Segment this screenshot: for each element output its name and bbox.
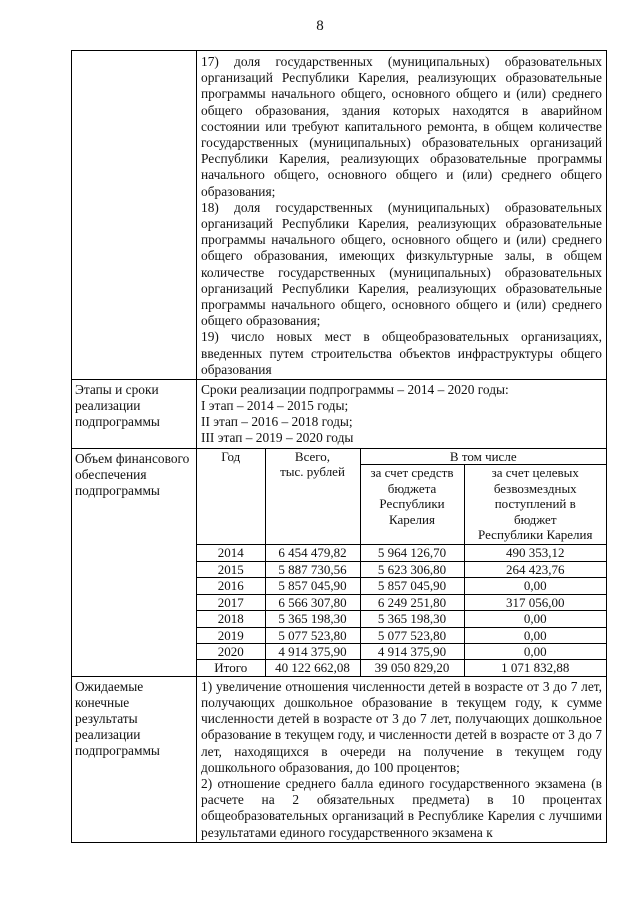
finance-header-row-1 [197,449,606,465]
finance-grants-cell: 264 423,76 [464,561,606,577]
finance-year-cell: 2017 [197,594,265,610]
finance-budget-cell: 5 964 126,70 [360,545,464,561]
finance-data-row [197,594,606,610]
indicator-17: 17) доля государственных (муниципальных) образовательных организаций Республики Карелия, реализующих образовательные программы начального общего, основного общего и (или) среднего общего образования, здания которых находятся в аварийном состоянии или требуют капитального ремонта, в общем количестве государственных (муниципальных) образовательных организаций Республики Карелия, реализующих образовательные программы начального общего, основного общего и (или) среднего общего образования; [201,54,602,199]
indicators-label-cell [72,51,197,380]
finance-total-cell: 5 077 523,80 [265,627,360,643]
finance-table [197,449,606,676]
finance-year-cell: 2018 [197,611,265,627]
finance-header-budget: за счет средств бюджета Республики Карелия [360,465,464,545]
finance-budget-cell: 5 077 523,80 [360,627,464,643]
finance-data-row [197,611,606,627]
stages-line-3: II этап – 2016 – 2018 годы; [201,414,353,430]
finance-grants-cell: 0,00 [464,578,606,594]
finance-year-cell: 2020 [197,643,265,659]
finance-grants-cell: 0,00 [464,611,606,627]
finance-total-row [197,660,606,676]
finance-header-year: Год [197,449,265,545]
finance-year-cell: Итого [197,660,265,676]
finance-budget-cell: 5 623 306,80 [360,561,464,577]
finance-grants-cell: 490 353,12 [464,545,606,561]
indicator-19: 19) число новых мест в общеобразовательных организациях, введенных путем строительства объектов инфраструктуры общего образования [201,329,602,377]
finance-budget-cell: 5 365 198,30 [360,611,464,627]
finance-data-row [197,561,606,577]
finance-data-row [197,578,606,594]
finance-grants-cell: 1 071 832,88 [464,660,606,676]
finance-label: Объем финансового обеспечения подпрограммы [72,449,197,677]
indicators-row [72,51,607,380]
finance-grants-cell: 0,00 [464,627,606,643]
finance-grants-cell: 317 056,00 [464,594,606,610]
finance-data-row [197,545,606,561]
result-1: 1) увеличение отношения численности детей в возрасте от 3 до 7 лет, получающих дошкольное образование в текущем году, к сумме численности детей в возрасте от 3 до 7 лет, получающих дошкольное образование в текущем году, и численности детей в возрасте от 3 до 7 лет, находящихся в очереди на получение в текущем году дошкольного образования, до 100 процентов; [201,678,602,775]
finance-budget-cell: 6 249 251,80 [360,594,464,610]
finance-header-total: Всего, тыс. рублей [265,449,360,545]
finance-year-cell: 2016 [197,578,265,594]
stages-line-2: I этап – 2014 – 2015 годы; [201,398,349,414]
finance-header-grants: за счет целевых безвозмездных поступлений в бюджет Республики Карелия [464,465,606,545]
finance-total-cell: 5 857 045,90 [265,578,360,594]
finance-row [72,449,607,677]
results-content-cell [197,676,607,842]
passport-table [71,50,607,843]
finance-grants-cell: 0,00 [464,643,606,659]
finance-year-cell: 2014 [197,545,265,561]
finance-total-cell: 6 566 307,80 [265,594,360,610]
finance-budget-cell: 4 914 375,90 [360,643,464,659]
finance-total-cell: 4 914 375,90 [265,643,360,659]
indicators-content-cell [197,51,607,380]
finance-total-cell: 6 454 479,82 [265,545,360,561]
stages-line-1: Сроки реализации подпрограммы – 2014 – 2020 годы: [201,382,509,398]
finance-total-cell: 5 365 198,30 [265,611,360,627]
finance-budget-cell: 39 050 829,20 [360,660,464,676]
finance-year-cell: 2015 [197,561,265,577]
finance-total-cell: 40 122 662,08 [265,660,360,676]
stages-label: Этапы и сроки реализации подпрограммы [72,380,197,449]
finance-data-row [197,627,606,643]
stages-line-4: III этап – 2019 – 2020 годы [201,430,354,446]
result-2: 2) отношение среднего балла единого государственного экзамена (в расчете на 2 обязательных предмета) в 10 процентах общеобразовательных организаций в Республике Карелия с лучшими результатами единого государственного экзамена к [201,775,602,840]
stages-row [72,380,607,449]
finance-budget-cell: 5 857 045,90 [360,578,464,594]
finance-total-cell: 5 887 730,56 [265,561,360,577]
finance-year-cell: 2019 [197,627,265,643]
stages-content-cell [197,380,607,449]
results-row [72,676,607,842]
finance-content-cell [197,449,607,677]
finance-data-row [197,643,606,659]
results-label: Ожидаемые конечные результаты реализации подпрограммы [72,676,197,842]
finance-header-including: В том числе [360,449,606,465]
passport-table-wrapper [71,50,607,843]
indicator-18: 18) доля государственных (муниципальных) образовательных организаций Республики Карелия, реализующих образовательные программы начального общего, основного общего и (или) среднего общего образования, имеющих физкультурные залы, в общем количестве государственных (муниципальных) образовательных организаций Республики Карелия, реализующих образовательные программы начального общего, основного общего и (или) среднего общего образования; [201,199,602,329]
page-number: 8 [316,18,324,34]
